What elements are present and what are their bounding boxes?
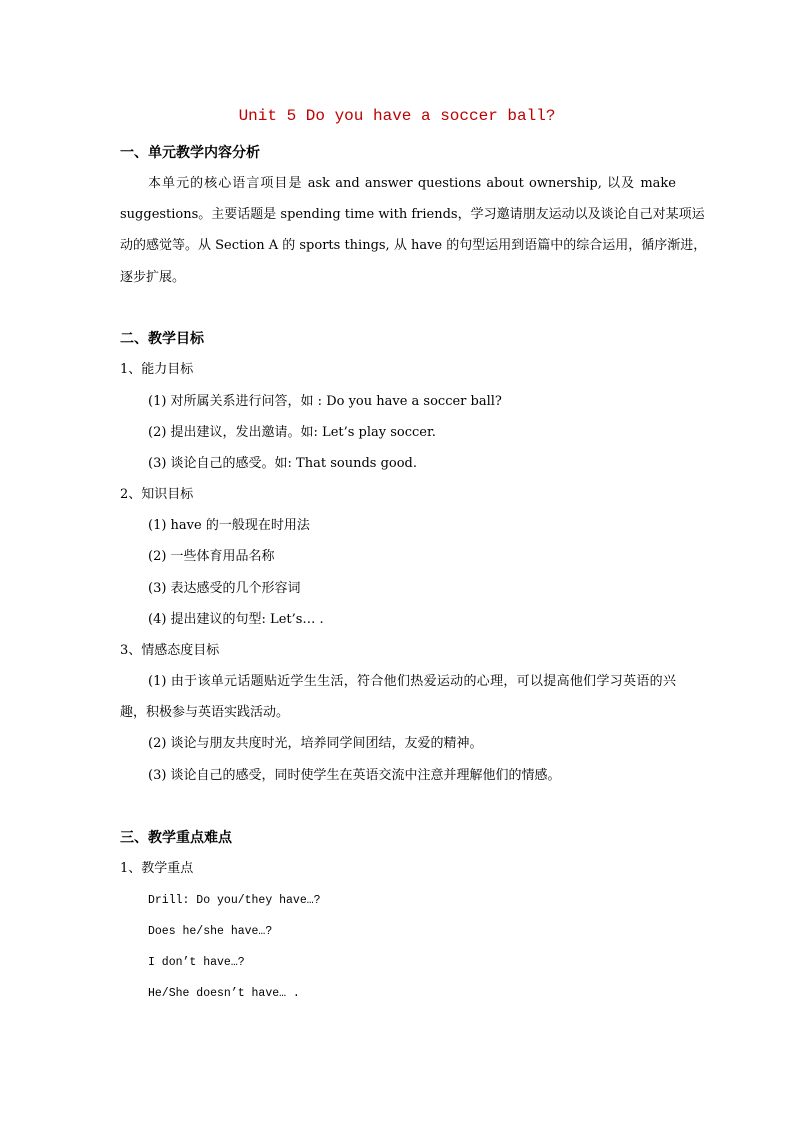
drill-line: I don’t have…? <box>148 956 245 969</box>
list-item: (1) 由于该单元话题贴近学生生活，符合他们热爱运动的心理，可以提高他们学习英语的兴 <box>148 674 676 689</box>
section1-paragraph-line: 逐步扩展。 <box>120 270 186 285</box>
subsection-label: 2、知识目标 <box>120 487 194 502</box>
section2-heading: 二、教学目标 <box>120 331 204 347</box>
document-title: Unit 5 Do you have a soccer ball? <box>238 107 556 125</box>
drill-line: Does he/she have…? <box>148 925 273 938</box>
subsection-label: 3、情感态度目标 <box>120 643 220 658</box>
section1-paragraph-line: 动的感觉等。从 Section A 的 sports things, 从 have 的句型运用到语篇中的综合运用，循序渐进， <box>120 238 707 253</box>
list-item: (3) 谈论自己的感受。如: That sounds good. <box>148 456 418 471</box>
list-item: (1) have 的一般现在时用法 <box>148 518 310 533</box>
drill-line: He/She doesn’t have… . <box>148 987 300 1000</box>
list-item: (1) 对所属关系进行问答，如 : Do you have a soccer ball? <box>148 394 502 409</box>
list-item: (2) 提出建议，发出邀请。如: Let’s play soccer. <box>148 425 436 440</box>
list-item: (4) 提出建议的句型: Let’s… . <box>148 612 324 627</box>
list-item: (3) 表达感受的几个形容词 <box>148 581 301 596</box>
section1-paragraph-line: 本单元的核心语言项目是 ask and answer questions about ownership, 以及 make <box>148 176 676 191</box>
drill-line: Drill: Do you/they have…? <box>148 894 321 907</box>
section1-heading: 一、单元教学内容分析 <box>120 145 260 161</box>
list-item: (3) 谈论自己的感受，同时使学生在英语交流中注意并理解他们的情感。 <box>148 768 561 783</box>
subsection-label: 1、教学重点 <box>120 861 194 876</box>
subsection-label: 1、能力目标 <box>120 362 194 377</box>
section3-heading: 三、教学重点难点 <box>120 830 232 846</box>
list-item: (2) 谈论与朋友共度时光，培养同学间团结，友爱的精神。 <box>148 736 483 751</box>
list-item-continuation: 趣，积极参与英语实践活动。 <box>120 705 290 720</box>
list-item: (2) 一些体育用品名称 <box>148 549 275 564</box>
section1-paragraph-line: suggestions。主要话题是 spending time with friends，学习邀请朋友运动以及谈论自己对某项运 <box>120 207 705 222</box>
